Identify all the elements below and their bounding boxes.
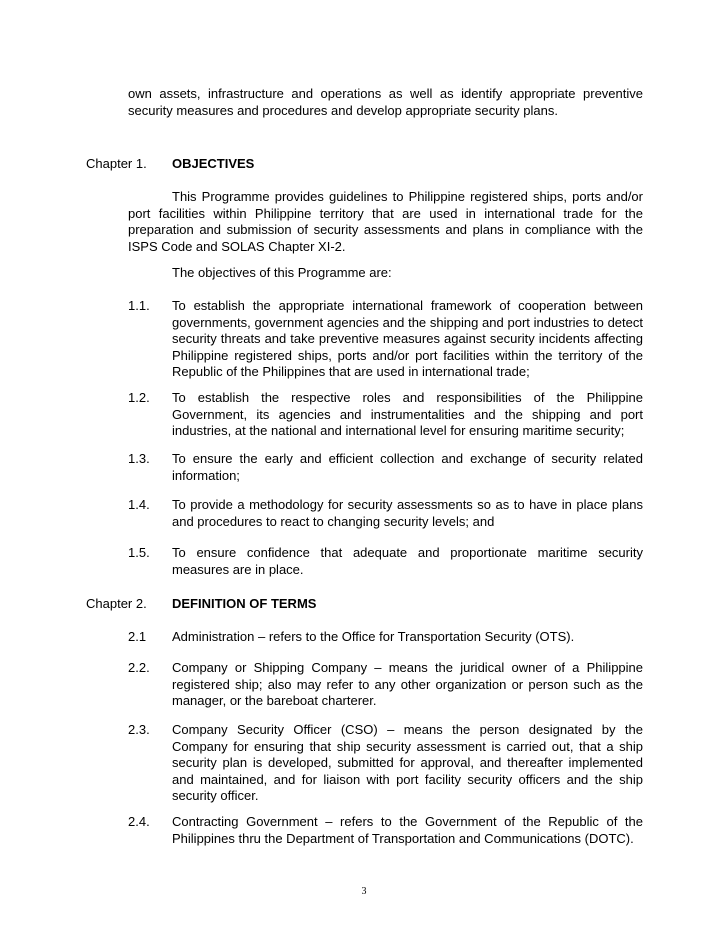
chapter-1-paragraph-2: The objectives of this Programme are: — [172, 265, 392, 280]
item-text: To ensure confidence that adequate and proportionate maritime security measures are in place. — [172, 545, 643, 577]
item-number: 1.3. — [128, 451, 150, 466]
item-number: 2.4. — [128, 814, 150, 829]
item-number: 1.2. — [128, 390, 150, 405]
item-number: 2.1 — [128, 629, 147, 644]
chapter-1-heading — [86, 156, 646, 174]
item-number: 1.1. — [128, 298, 150, 313]
item-text: Company or Shipping Company – means the juridical owner of a Philippine registered ship; also may refer to any other organization or person such as the manager, or the bareboat charterer. — [172, 660, 643, 708]
item-number: 1.4. — [128, 497, 150, 512]
chapter-1-title: OBJECTIVES — [172, 156, 255, 171]
page-number: 3 — [361, 886, 367, 897]
chapter-2-heading — [86, 596, 646, 614]
item-text: Company Security Officer (CSO) – means the person designated by the Company for ensuring that ship security assessment is carried out, that a ship security plan is developed, submitted for approval, and thereafter implemented and maintained, and for liaison with port facility security officers and the ship security officer. — [172, 722, 643, 803]
item-text: Administration – refers to the Office for Transportation Security (OTS). — [172, 629, 575, 644]
item-text: To ensure the early and efficient collection and exchange of security related information; — [172, 451, 643, 483]
intro-paragraph: own assets, infrastructure and operations as well as identify appropriate preventive security measures and procedures and develop appropriate security plans. — [128, 86, 643, 118]
chapter-2-label: Chapter 2. — [86, 596, 147, 611]
chapter-1-label: Chapter 1. — [86, 156, 147, 171]
chapter-2-title: DEFINITION OF TERMS — [172, 596, 317, 611]
item-number: 2.3. — [128, 722, 150, 737]
item-text: To establish the respective roles and responsibilities of the Philippine Government, its agencies and instrumentalities and the shipping and port industries, at the national and international level for ensuring maritime security; — [172, 390, 643, 438]
item-number: 2.2. — [128, 660, 150, 675]
item-text: To provide a methodology for security assessments so as to have in place plans and procedures to react to changing security levels; and — [172, 497, 643, 529]
item-number: 1.5. — [128, 545, 150, 560]
item-text: Contracting Government – refers to the Government of the Republic of the Philippines thru the Department of Transportation and Communications (DOTC). — [172, 814, 643, 846]
chapter-1-paragraph-1: This Programme provides guidelines to Philippine registered ships, ports and/or port facilities within Philippine territory that are used in international trade for the preparation and submission of security assessments and plans in compliance with the ISPS Code and SOLAS Chapter XI-2. — [128, 189, 643, 254]
item-text: To establish the appropriate international framework of cooperation between governments, government agencies and the shipping and port industries to detect security threats and take preventive measures against security incidents affecting Philippine registered ships, ports and/or port facilities within the territory of the Republic of the Philippines that are used in international trade; — [172, 298, 643, 379]
